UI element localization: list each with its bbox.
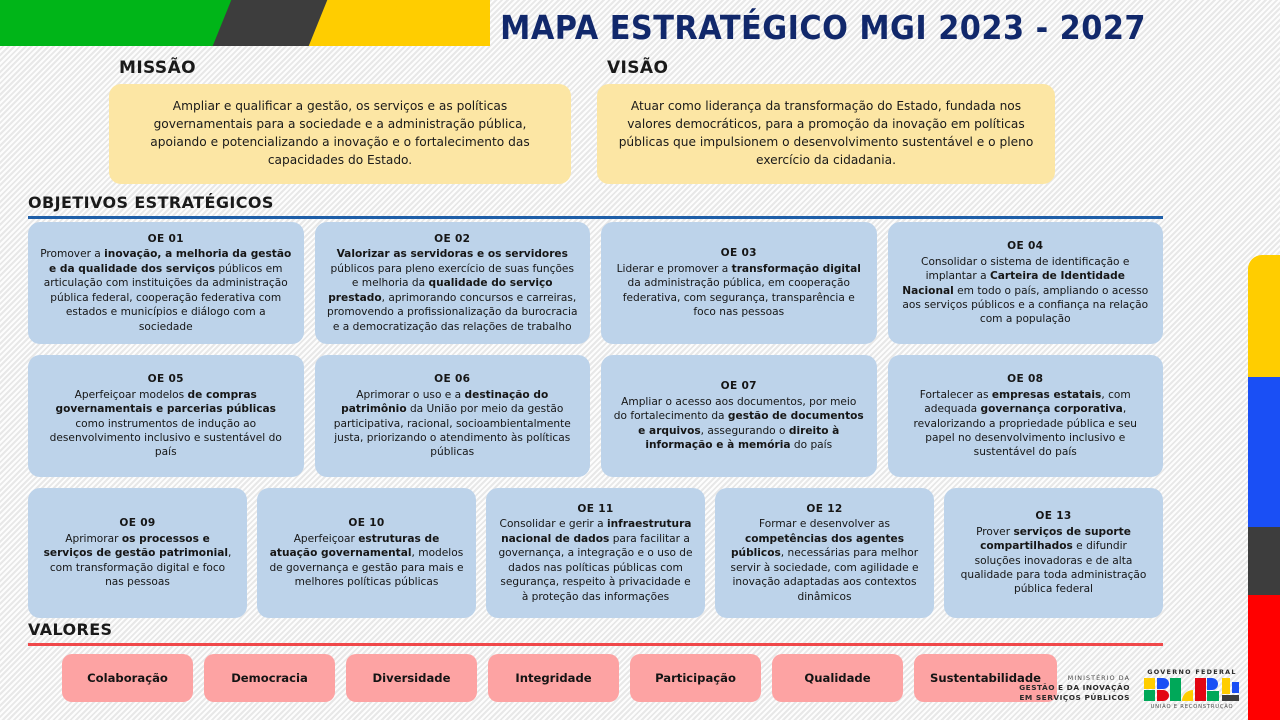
value-chip[interactable]: Democracia xyxy=(204,654,335,702)
right-edge-decoration xyxy=(1248,255,1280,720)
edge-stripe-blue xyxy=(1248,377,1280,527)
objective-code: OE 12 xyxy=(806,503,843,516)
objective-description: Consolidar o sistema de identificação e implantar a Carteira de Identidade Nacional em todo o país, ampliando o acesso aos serviços públicos e a confiança na relação com a população xyxy=(902,255,1149,326)
brasil-wordmark-icon xyxy=(1144,678,1240,702)
mission-block xyxy=(109,58,571,184)
value-chip[interactable]: Colaboração xyxy=(62,654,193,702)
objective-code: OE 09 xyxy=(119,517,156,530)
value-chip[interactable]: Diversidade xyxy=(346,654,477,702)
objective-description: Aperfeiçoar modelos de compras governamentais e parcerias públicas como instrumentos de indução ao desenvolvimento inclusivo e sustentável do país xyxy=(49,388,282,459)
objective-code: OE 07 xyxy=(720,380,757,393)
value-chip[interactable]: Sustentabilidade xyxy=(914,654,1057,702)
vision-label: VISÃO xyxy=(607,58,669,78)
values-list xyxy=(62,654,1057,702)
objectives-heading xyxy=(28,193,1163,219)
edge-stripe-dark xyxy=(1248,527,1280,595)
objective-card-content xyxy=(613,246,865,319)
objective-description: Aprimorar os processos e serviços de gestão patrimonial, com transformação digital e foco nas pessoas xyxy=(43,532,232,589)
value-chip[interactable]: Participação xyxy=(630,654,761,702)
objective-code: OE 13 xyxy=(1035,510,1072,523)
mission-card xyxy=(109,84,571,184)
objective-description: Fortalecer as empresas estatais, com adequada governança corporativa, revalorizando a propriedade pública e seu papel no desenvolvimento inclusivo e sustentável do país xyxy=(913,388,1137,459)
government-logo xyxy=(1144,668,1240,710)
objective-code: OE 01 xyxy=(147,233,184,246)
value-chip[interactable]: Integridade xyxy=(488,654,619,702)
objective-card-oe06[interactable] xyxy=(315,355,591,477)
banner-band-green xyxy=(0,0,252,46)
objective-card-content xyxy=(613,379,865,452)
objective-code: OE 08 xyxy=(1007,373,1044,386)
ministry-logo xyxy=(1019,675,1130,703)
objective-code: OE 03 xyxy=(720,247,757,260)
objective-card-content xyxy=(40,516,235,589)
objective-description: Aperfeiçoar estruturas de atuação governamental, modelos de governança e gestão para mais e melhores políticas públicas xyxy=(269,532,464,589)
government-logo-bottom: UNIÃO E RECONSTRUÇÃO xyxy=(1150,704,1234,710)
objective-card-oe04[interactable] xyxy=(888,222,1164,344)
objective-card-content xyxy=(327,372,579,459)
objective-card-content xyxy=(327,232,579,334)
value-chip[interactable]: Qualidade xyxy=(772,654,903,702)
objective-card-oe07[interactable] xyxy=(601,355,877,477)
mission-text: Ampliar e qualificar a gestão, os serviços e as políticas governamentais para a sociedade e a administração pública, apoiando e potencializando a inovação e o fortalecimento das capacidades do Estado. xyxy=(150,99,530,167)
objective-card-content xyxy=(900,372,1152,459)
objectives-label: OBJETIVOS ESTRATÉGICOS xyxy=(28,193,274,212)
objectives-row xyxy=(28,222,1163,344)
objective-card-oe05[interactable] xyxy=(28,355,304,477)
objective-card-content xyxy=(40,232,292,334)
vision-block xyxy=(597,58,1055,184)
objective-card-oe09[interactable] xyxy=(28,488,247,618)
values-label: VALORES xyxy=(28,620,113,639)
ministry-logo-line3: EM SERVIÇOS PÚBLICOS xyxy=(1019,693,1130,703)
objective-description: Aprimorar o uso e a destinação do patrimônio da União por meio da gestão participativa, racional, socioambientalmente justa, priorizando o atendimento às políticas públicas xyxy=(333,388,571,459)
objective-card-content xyxy=(498,502,693,604)
objective-code: OE 06 xyxy=(434,373,471,386)
objective-card-oe12[interactable] xyxy=(715,488,934,618)
objective-description: Ampliar o acesso aos documentos, por meio do fortalecimento da gestão de documentos e arquivos, assegurando o direito à informação e à memória do país xyxy=(613,395,864,452)
edge-stripe-red xyxy=(1248,595,1280,720)
objectives-row xyxy=(28,488,1163,618)
objective-card-content xyxy=(727,502,922,604)
objective-card-oe13[interactable] xyxy=(944,488,1163,618)
vision-text: Atuar como liderança da transformação do Estado, fundada nos valores democráticos, para a promoção da inovação em políticas públicas que impulsionem o desenvolvimento sustentável e o pleno exercício da cidadania. xyxy=(618,99,1034,167)
objective-card-content xyxy=(40,372,292,459)
objective-description: Consolidar e gerir a infraestrutura nacional de dados para facilitar a governança, a integração e o uso de dados nas políticas públicas com segurança, respeito à privacidade e à proteção das informações xyxy=(498,518,693,603)
edge-stripe-yellow xyxy=(1248,255,1280,377)
objective-code: OE 04 xyxy=(1007,240,1044,253)
objective-code: OE 10 xyxy=(348,517,385,530)
objective-code: OE 11 xyxy=(577,503,614,516)
objective-description: Liderar e promover a transformação digital da administração pública, em cooperação federativa, com segurança, transparência e foco nas pessoas xyxy=(616,262,861,319)
vision-card xyxy=(597,84,1055,184)
ministry-logo-line2: GESTÃO E DA INOVAÇÃO xyxy=(1019,683,1130,693)
header-color-banner-secondary xyxy=(390,0,490,46)
objective-card-content xyxy=(956,509,1151,596)
values-divider xyxy=(28,643,1163,646)
mission-label: MISSÃO xyxy=(119,58,196,78)
ministry-logo-line1: MINISTÉRIO DA xyxy=(1067,675,1130,683)
objective-card-oe02[interactable] xyxy=(315,222,591,344)
objective-card-oe10[interactable] xyxy=(257,488,476,618)
objective-card-oe11[interactable] xyxy=(486,488,705,618)
objective-code: OE 02 xyxy=(434,233,471,246)
footer-logos xyxy=(1019,668,1240,710)
objective-description: Formar e desenvolver as competências dos agentes públicos, necessárias para melhor servir à sociedade, com agilidade e inovação adaptadas aos contextos dinâmicos xyxy=(730,518,919,603)
objective-card-oe08[interactable] xyxy=(888,355,1164,477)
objective-card-content xyxy=(269,516,464,589)
objective-card-oe03[interactable] xyxy=(601,222,877,344)
objectives-row xyxy=(28,355,1163,477)
objectives-grid xyxy=(28,222,1163,629)
objective-description: Valorizar as servidoras e os servidores públicos para pleno exercício de suas funções e melhoria da qualidade do serviço prestado, aprimorando concursos e carreiras, promovendo a profissionalização da burocracia e a democratização das relações de trabalho xyxy=(327,248,578,333)
objective-description: Promover a inovação, a melhoria da gestão e da qualidade dos serviços públicos em articulação com instituições da administração pública federal, cooperação federativa com estados e municípios e diálogo com a sociedade xyxy=(40,248,292,333)
objective-card-oe01[interactable] xyxy=(28,222,304,344)
objective-code: OE 05 xyxy=(147,373,184,386)
values-heading xyxy=(28,620,1163,646)
government-logo-top: GOVERNO FEDERAL xyxy=(1147,668,1237,676)
objective-description: Prover serviços de suporte compartilhados e difundir soluções inovadoras e de alta qualidade para toda administração pública federal xyxy=(960,525,1147,596)
objectives-divider xyxy=(28,216,1163,219)
objective-card-content xyxy=(900,239,1152,326)
page-title: MAPA ESTRATÉGICO MGI 2023 - 2027 xyxy=(500,8,1146,47)
banner-band-yellow-2 xyxy=(390,0,490,46)
